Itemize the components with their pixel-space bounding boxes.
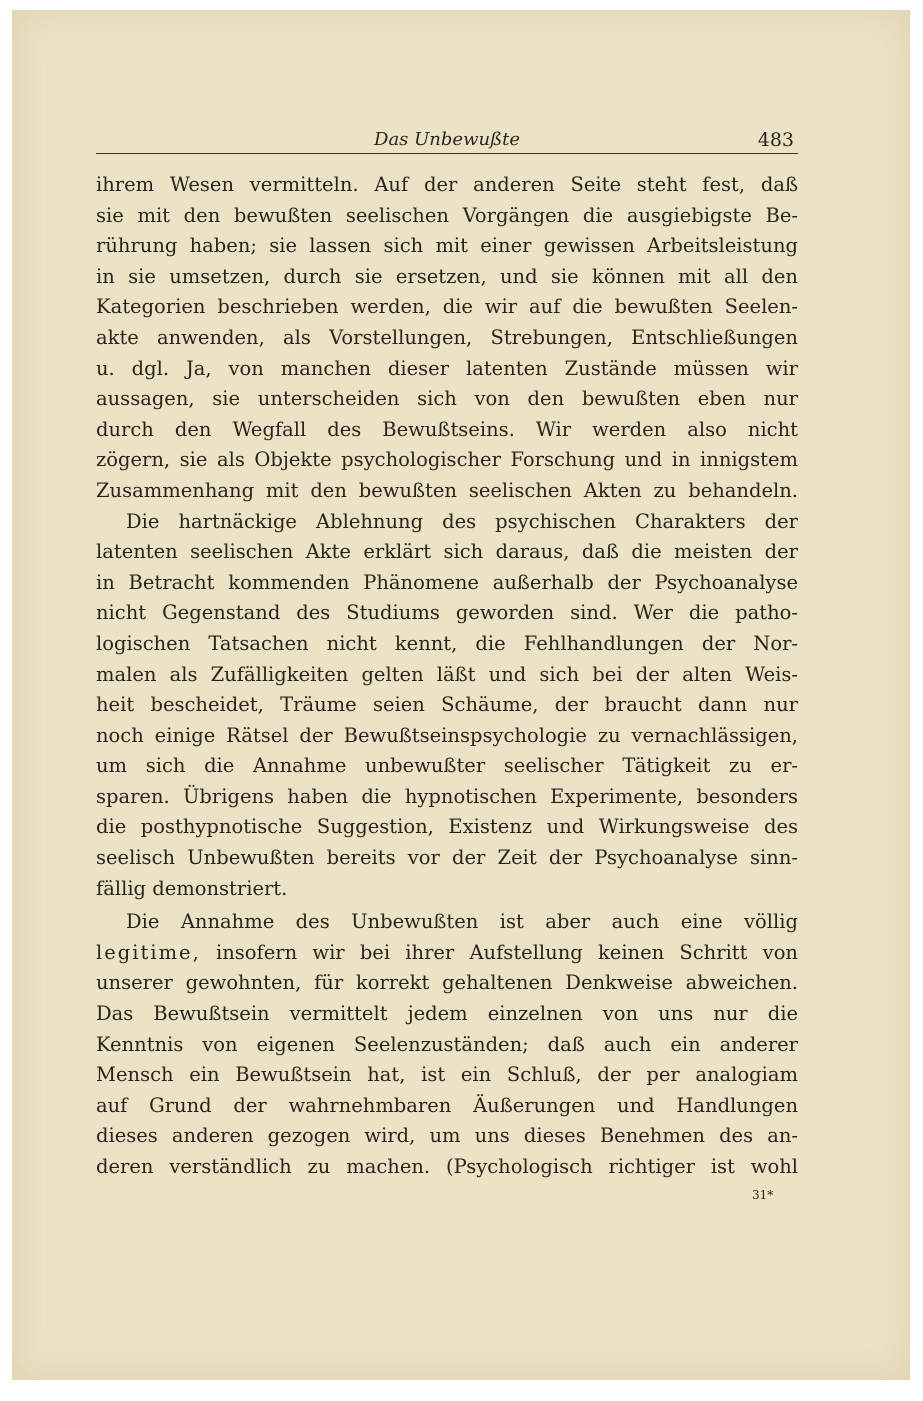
text-line: nicht Gegenstand des Studiums geworden sind. Wer die patho- [96, 601, 798, 625]
emphasized-word: legitime, [96, 940, 201, 964]
text-fragment: insofern wir bei ihrer Aufstellung keinen Schritt von [200, 940, 798, 964]
text-line: deren verständlich zu machen. (Psychologisch richtiger ist wohl [96, 1155, 798, 1178]
text-line: in sie umsetzen, durch sie ersetzen, und sie können mit all den [96, 264, 798, 288]
book-page [12, 10, 910, 1380]
text-line: seelisch Unbewußten bereits vor der Zeit der Psychoanalyse sinn- [96, 846, 798, 870]
running-title: Das Unbewußte [374, 129, 520, 150]
text-line: Die hartnäckige Ablehnung des psychischen Charakters der [126, 509, 798, 533]
text-line [96, 938, 798, 969]
paragraph-2 [96, 507, 798, 905]
text-line: Kenntnis von eigenen Seelenzuständen; daß auch ein anderer [96, 1032, 798, 1056]
text-line: akte anwenden, als Vorstellungen, Strebungen, Entschließungen [96, 325, 798, 349]
text-line: auf Grund der wahrnehmbaren Äußerungen und Handlungen [96, 1093, 798, 1117]
text-line: noch einige Rätsel der Bewußtseinspsychologie zu vernachlässigen, [96, 723, 798, 747]
text-line: latenten seelischen Akte erklärt sich daraus, daß die meisten der [96, 540, 798, 564]
text-line: Zusammenhang mit den bewußten seelischen Akten zu behandeln. [96, 478, 798, 502]
text-line: durch den Wegfall des Bewußtseins. Wir werden also nicht [96, 417, 798, 441]
text-line: aussagen, sie unterscheiden sich von den bewußten eben nur [96, 387, 798, 411]
text-line: unserer gewohnten, für korrekt gehaltenen Denkweise abweichen. [96, 971, 798, 995]
text-line: heit bescheidet, Träume seien Schäume, der braucht dann nur [96, 693, 798, 717]
running-head [96, 129, 798, 154]
text-line: Mensch ein Bewußtsein hat, ist ein Schluß, der per analogiam [96, 1063, 798, 1087]
text-line: um sich die Annahme unbewußter seelischer Tätigkeit zu er- [96, 754, 798, 778]
text-line: dieses anderen gezogen wird, um uns dieses Benehmen des an- [96, 1124, 798, 1148]
text-line: u. dgl. Ja, von manchen dieser latenten Zustände müssen wir [96, 356, 798, 380]
page-number: 483 [757, 129, 794, 151]
text-line: rührung haben; sie lassen sich mit einer gewissen Arbeitsleistung [96, 234, 798, 258]
text-line: die posthypnotische Suggestion, Existenz und Wirkungsweise des [96, 815, 798, 839]
text-line: sparen. Übrigens haben die hypnotischen Experimente, besonders [96, 784, 798, 808]
text-line: Das Bewußtsein vermittelt jedem einzelnen von uns nur die [96, 1002, 798, 1026]
text-line: Kategorien beschrieben werden, die wir auf die bewußten Seelen- [96, 295, 798, 319]
text-line: zögern, sie als Objekte psychologischer Forschung und in innigstem [96, 448, 798, 472]
text-line: in Betracht kommenden Phänomene außerhalb der Psychoanalyse [96, 570, 798, 594]
text-line: fällig demonstriert. [96, 876, 288, 900]
text-line: sie mit den bewußten seelischen Vorgängen die ausgiebigste Be- [96, 203, 798, 227]
text-line: malen als Zufälligkeiten gelten läßt und sich bei der alten Weis- [96, 662, 798, 686]
body-text [96, 170, 798, 1183]
paragraph-1 [96, 170, 798, 507]
signature-mark: 31* [752, 1188, 774, 1202]
text-line: ihrem Wesen vermitteln. Auf der anderen Seite steht fest, daß [96, 173, 798, 196]
text-line: logischen Tatsachen nicht kennt, die Fehlhandlungen der Nor- [96, 631, 798, 655]
text-line: Die Annahme des Unbewußten ist aber auch eine völlig [126, 910, 798, 934]
paragraph-3 [96, 907, 798, 1182]
